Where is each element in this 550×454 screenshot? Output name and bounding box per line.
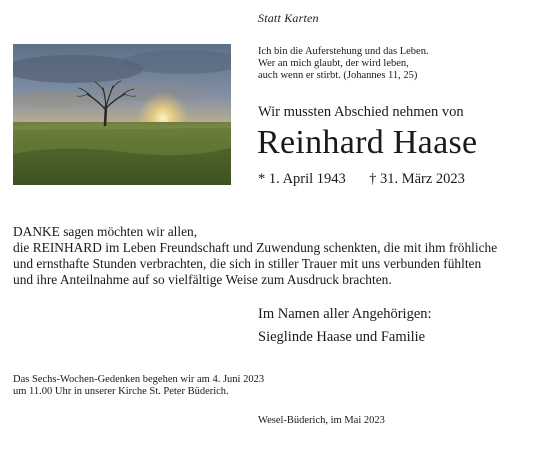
farewell-intro: Wir mussten Abschied nehmen von: [258, 104, 464, 120]
bible-verse: [258, 46, 429, 82]
verse-line: Ich bin die Auferstehung und das Leben.: [258, 46, 429, 57]
thanks-line: die REINHARD im Leben Freundschaft und Zuwendung schenkten, die mit ihm fröhliche: [13, 240, 498, 255]
memorial-line: um 11.00 Uhr in unserer Kirche St. Peter Büderich.: [13, 386, 229, 397]
statt-karten-heading: Statt Karten: [258, 11, 319, 25]
thanks-line: und ernsthafte Stunden verbrachten, die sich in stiller Trauer mit uns verbunden fühlten: [13, 256, 482, 271]
verse-line: Wer an mich glaubt, der wird leben,: [258, 58, 409, 69]
family-signature: Sieglinde Haase und Familie: [258, 329, 426, 345]
landscape-tree-photo: [13, 44, 231, 185]
place-date: Wesel-Büderich, im Mai 2023: [258, 415, 385, 426]
landscape-tree-illustration: [13, 44, 231, 185]
life-dates: [258, 171, 465, 188]
deceased-name: Reinhard Haase: [257, 124, 478, 161]
verse-line: auch wenn er stirbt. (Johannes 11, 25): [258, 70, 418, 81]
birth-date: 1. April 1943: [268, 171, 346, 187]
thanks-line: und ihre Anteilnahme auf so vielfältige Weise zum Ausdruck brachten.: [13, 272, 392, 287]
death-date: 31. März 2023: [379, 171, 465, 187]
memorial-notice: [13, 374, 264, 398]
thanks-paragraph: [13, 224, 497, 288]
thanks-line: DANKE sagen möchten wir allen,: [13, 224, 198, 239]
death-cross-icon: †: [369, 171, 377, 187]
birth-star-icon: *: [258, 171, 266, 187]
on-behalf-line: Im Namen aller Angehörigen:: [258, 306, 432, 322]
memorial-line: Das Sechs-Wochen-Gedenken begehen wir am 4. Juni 2023: [13, 374, 265, 385]
